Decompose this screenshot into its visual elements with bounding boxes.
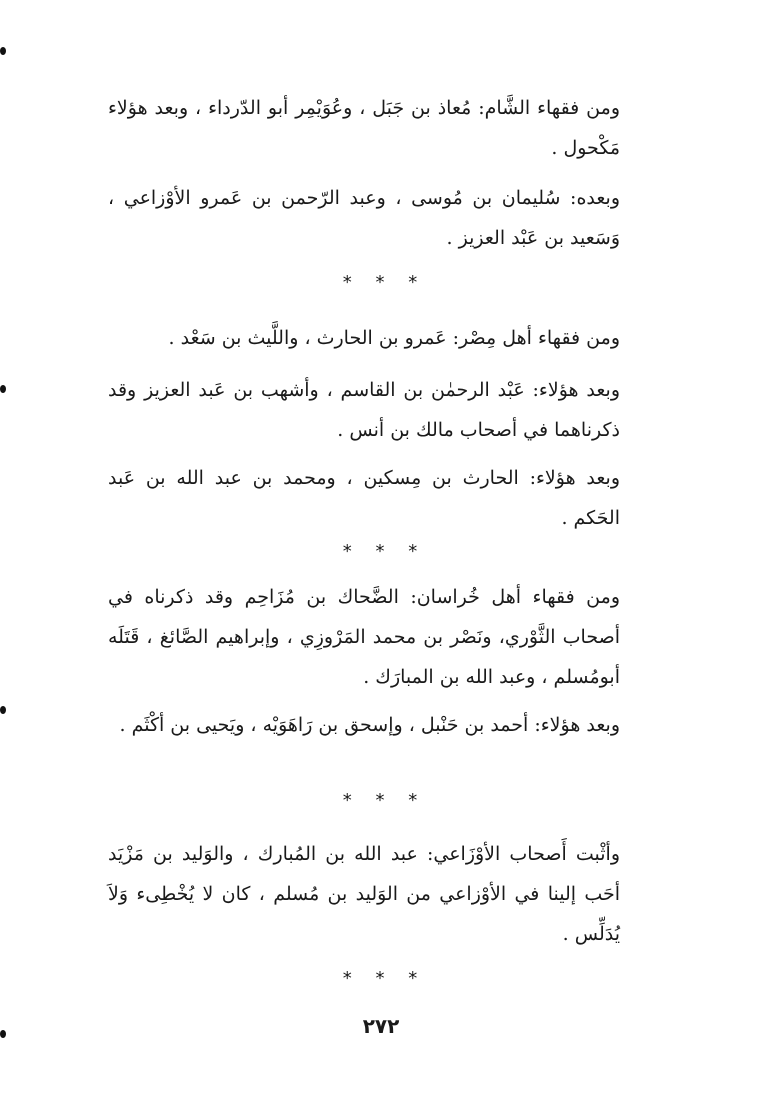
paragraph-ahmad-hanbal: وبعد هؤلاء: أحمد بن حَنْبل ، وإسحق بن رَاهَوَيْه ، ويَحيى بن أكْثَم .	[119, 714, 620, 736]
margin-mark	[0, 706, 6, 714]
margin-mark	[0, 47, 6, 55]
paragraph-after-laith: وبعد هؤلاء: عَبْد الرحمٰن بن القاسم ، وأشهب بن عَبد العزيز وقد ذكرناهما في أصحاب مالك بن أنس .	[108, 379, 620, 441]
paragraph-khurasan-jurists: ومن فقهاء أهل خُراسان: الضَّحاك بن مُزَاحِم وقد ذكرناه في أصحاب الثَّوْري، ونَصْر بن محمد المَرْوزِي ، وإبراهيم الصَّائغ ، قَتَلَه أبومُسلم ، وعبد الله بن المبارَك .	[108, 586, 620, 688]
margin-mark	[0, 385, 6, 393]
paragraph-sham-jurists: ومن فقهاء الشَّام: مُعاذ بن جَبَل ، وعُوَيْمِر أبو الدّرداء ، وبعد هؤلاء مَكْحول .	[108, 97, 620, 159]
section-divider: * * *	[342, 541, 420, 562]
section-divider: * * *	[342, 968, 420, 989]
paragraph-egypt-jurists: ومن فقهاء أهل مِصْر: عَمرو بن الحارث ، واللَّيث بن سَعْد .	[168, 327, 620, 349]
paragraph-awzai-companions: وأثْبت أَصحاب الأوْزَاعي: عبد الله بن المُبارك ، والوَليد بن مَزْيَد أحَب إلينا في الأوْزاعي من الوَليد بن مُسلم ، كان لا يُخْطِىء وَلاَ يُدَلِّس .	[108, 843, 620, 945]
page-number: ٢٧٢	[362, 1014, 400, 1038]
paragraph-harith-miskin: وبعد هؤلاء: الحارث بن مِسكين ، ومحمد بن عبد الله بن عَبد الحَكم .	[108, 467, 620, 529]
section-divider: * * *	[342, 272, 420, 293]
paragraph-after-makhul: وبعده: سُليمان بن مُوسى ، وعبد الرّحمن بن عَمرو الأوْزاعي ، وَسَعيد بن عَبْد العزيز .	[108, 187, 620, 249]
section-divider: * * *	[342, 790, 420, 811]
